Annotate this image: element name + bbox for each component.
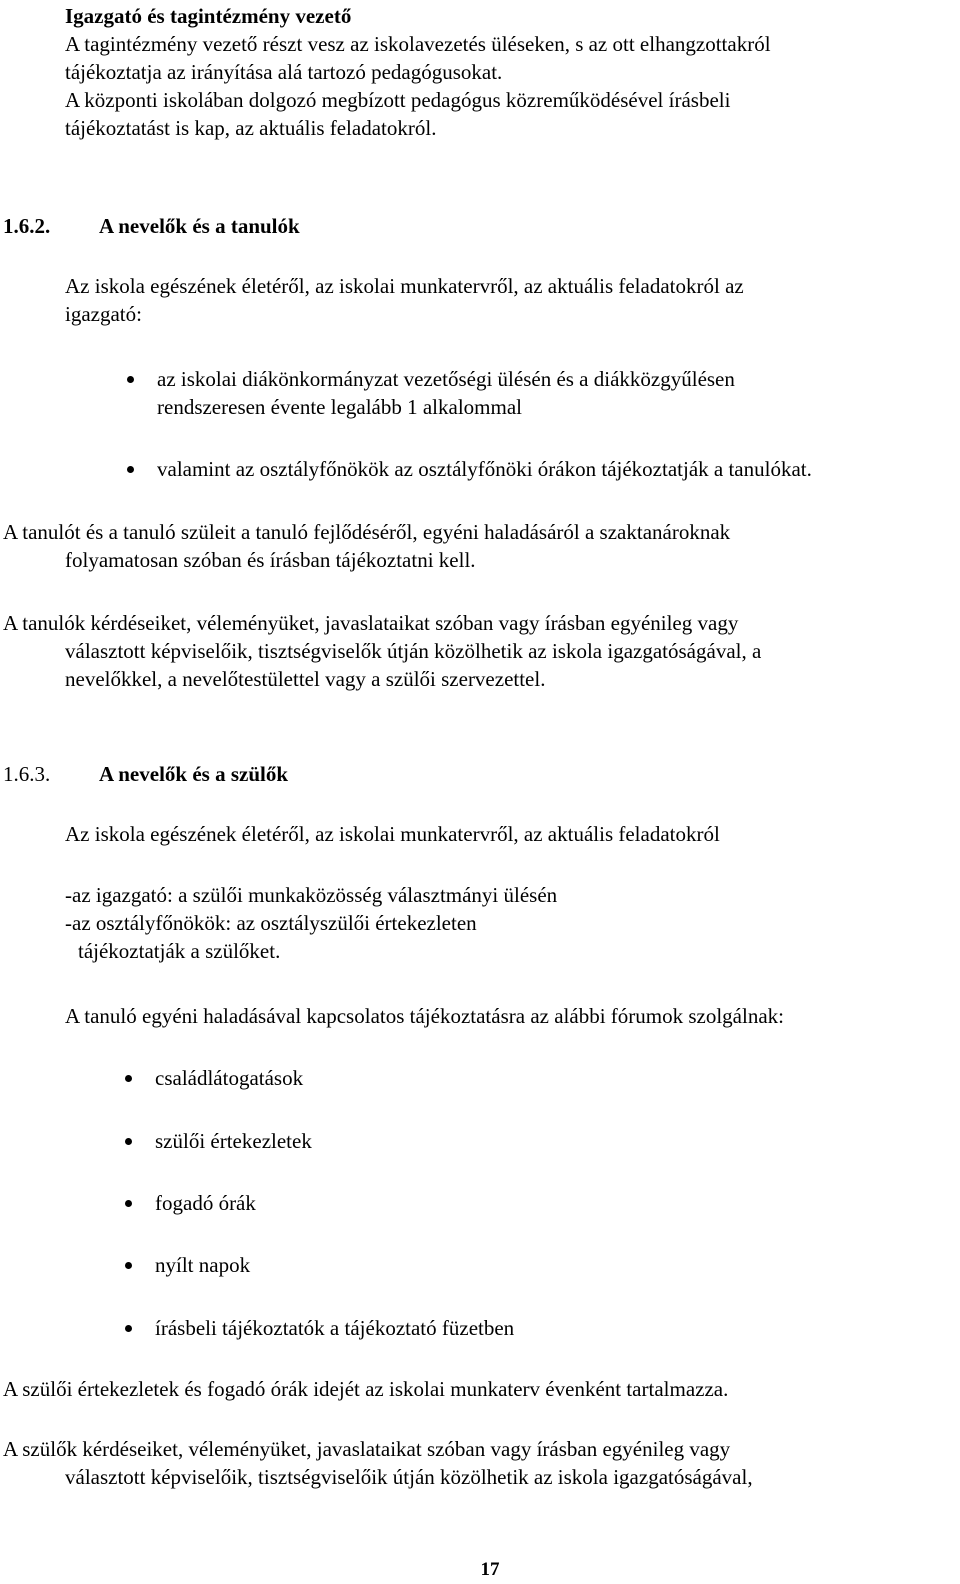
- list-item: [157, 455, 812, 483]
- list-item-text: rendszeresen évente legalább 1 alkalommal: [157, 395, 522, 419]
- paragraph: [65, 820, 720, 848]
- section-title: A nevelők és a tanulók: [99, 214, 300, 238]
- section-heading: Igazgató és tagintézmény vezető: [65, 4, 352, 28]
- section-1-6-2-heading: [3, 212, 300, 240]
- list-item-text: írásbeli tájékoztatók a tájékoztató füzetben: [155, 1316, 515, 1340]
- bullet-icon: [127, 466, 134, 473]
- paragraph-line: -az igazgató: a szülői munkaközösség választmányi ülésén: [65, 883, 558, 907]
- list-item: [157, 365, 735, 421]
- list-item: [155, 1127, 312, 1155]
- paragraph-line: tájékoztatja az irányítása alá tartozó pedagógusokat.: [65, 60, 503, 84]
- bullet-icon: [125, 1325, 132, 1332]
- list-item-text: nyílt napok: [155, 1253, 251, 1277]
- paragraph: [3, 1435, 753, 1491]
- bullet-icon: [125, 1262, 132, 1269]
- paragraph: [65, 1002, 784, 1030]
- list-item-text: családlátogatások: [155, 1066, 304, 1090]
- section-number: 1.6.3.: [3, 762, 51, 786]
- page-number: 17: [480, 1559, 500, 1580]
- section-1-6-3-heading: [3, 760, 288, 788]
- section-1-6-2-intro: [65, 272, 744, 328]
- paragraph: [3, 609, 761, 693]
- paragraph: [3, 518, 730, 574]
- dash-list: [65, 881, 557, 965]
- paragraph-line: választott képviselőik, tisztségviselőik útján közölhetik az iskola igazgatóságával,: [65, 1465, 753, 1489]
- paragraph-line: Az iskola egészének életéről, az iskolai munkatervről, az aktuális feladatokról: [65, 822, 720, 846]
- bullet-icon: [125, 1200, 132, 1207]
- section-title: A nevelők és a szülők: [99, 762, 289, 786]
- bullet-icon: [125, 1138, 132, 1145]
- paragraph-line: A tanulót és a tanuló szüleit a tanuló fejlődéséről, egyéni haladásáról a szaktanároknak: [3, 520, 731, 544]
- paragraph-line: A szülői értekezletek és fogadó órák idejét az iskolai munkaterv évenként tartalmazza.: [3, 1377, 729, 1401]
- section-number: 1.6.2.: [3, 214, 51, 238]
- list-item: [155, 1064, 303, 1092]
- paragraph-line: A szülők kérdéseiket, véleményüket, javaslataikat szóban vagy írásban egyénileg vagy: [3, 1437, 731, 1461]
- list-item-text: valamint az osztályfőnökök az osztályfőnöki órákon tájékoztatják a tanulókat.: [157, 457, 812, 481]
- paragraph-line: tájékoztatják a szülőket.: [78, 939, 281, 963]
- paragraph: [3, 1375, 728, 1403]
- paragraph-line: A tagintézmény vezető részt vesz az iskolavezetés üléseken, s az ott elhangzottakról: [65, 32, 771, 56]
- paragraph-line: nevelőkkel, a nevelőtestülettel vagy a szülői szervezettel.: [65, 667, 546, 691]
- paragraph-line: A tanuló egyéni haladásával kapcsolatos tájékoztatásra az alábbi fórumok szolgálnak:: [65, 1004, 784, 1028]
- bullet-icon: [127, 376, 134, 383]
- list-item-text: fogadó órák: [155, 1191, 256, 1215]
- paragraph-line: -az osztályfőnökök: az osztályszülői értekezleten: [65, 911, 477, 935]
- list-item: [155, 1314, 514, 1342]
- paragraph-line: folyamatosan szóban és írásban tájékoztatni kell.: [65, 548, 476, 572]
- bullet-icon: [125, 1075, 132, 1082]
- list-item: [155, 1251, 250, 1279]
- paragraph-line: Az iskola egészének életéről, az iskolai munkatervről, az aktuális feladatokról az: [65, 274, 744, 298]
- paragraph-line: A központi iskolában dolgozó megbízott pedagógus közreműködésével írásbeli: [65, 88, 731, 112]
- paragraph-line: tájékoztatást is kap, az aktuális feladatokról.: [65, 116, 437, 140]
- list-item-text: szülői értekezletek: [155, 1129, 312, 1153]
- top-section: [65, 2, 771, 142]
- paragraph-line: A tanulók kérdéseiket, véleményüket, javaslataikat szóban vagy írásban egyénileg vagy: [3, 611, 739, 635]
- paragraph-line: választott képviselőik, tisztségviselők útján közölhetik az iskola igazgatóságával, a: [65, 639, 762, 663]
- paragraph-line: igazgató:: [65, 302, 142, 326]
- list-item-text: az iskolai diákönkormányzat vezetőségi ülésén és a diákközgyűlésen: [157, 367, 735, 391]
- list-item: [155, 1189, 256, 1217]
